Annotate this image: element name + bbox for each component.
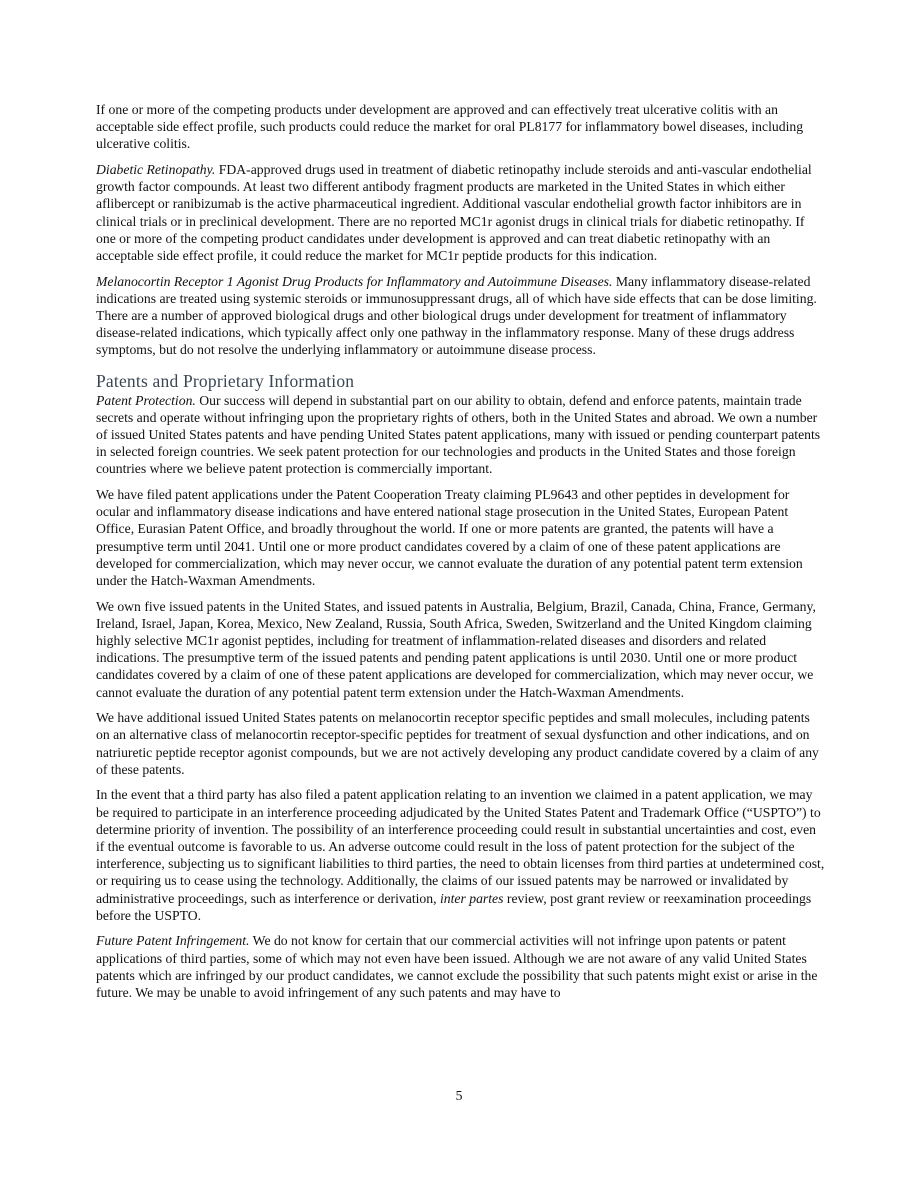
paragraph-lead-italic: Melanocortin Receptor 1 Agonist Drug Products for Inflammatory and Autoimmune Diseases.: [96, 273, 613, 289]
paragraph-future-infringement: [96, 932, 826, 1001]
paragraph-patent-protection: [96, 392, 826, 478]
paragraph-text: If one or more of the competing products under development are approved and can effectively treat ulcerative colitis with an acceptable side effect profile, such products could reduce the market for oral PL8177 for inflammatory bowel diseases, including ulcerative colitis.: [96, 102, 804, 152]
paragraph-interference: [96, 786, 826, 924]
paragraph-lead-italic: Future Patent Infringement.: [96, 933, 250, 949]
paragraph-pct-applications: [96, 486, 826, 589]
paragraph-text: We do not know for certain that our commercial activities will not infringe upon patents or patent applications of third parties, some of which may not even have been issued. Although we are not aware of any valid United States patents which are infringed by our product candidates, we cannot exclude the possibility that such patents might exist or arise in the future. We may be unable to avoid infringement of any such patents and may have to: [96, 933, 818, 1001]
paragraph-text: We own five issued patents in the United States, and issued patents in Australia, Belgium, Brazil, Canada, China, France, Germany, Ireland, Israel, Japan, Korea, Mexico, New Zealand, Russia, South Africa, Sweden, Switzerland and the United Kingdom claiming highly selective MC1r agonist peptides, including for treatment of inflammation-related diseases and disorders and related indications. The presumptive term of the issued patents and pending patent applications is until 2030. Until one or more product candidates covered by a claim of one of these patent applications are developed for commercialization, which may never occur, we cannot evaluate the duration of any potential patent term extension under the Hatch-Waxman Amendments.: [96, 598, 816, 700]
paragraph-text: review, post grant review or reexamination proceedings before the USPTO.: [96, 890, 812, 923]
paragraph-lead-italic: Patent Protection.: [96, 392, 196, 408]
section-heading: Patents and Proprietary Information: [96, 370, 355, 391]
document-body: [96, 101, 826, 1010]
paragraph-text: Our success will depend in substantial part on our ability to obtain, defend and enforce patents, maintain trade secrets and operate without infringing upon the proprietary rights of others, both in the United States and abroad. We own a number of issued United States patents and have pending United States patent applications, many with issued or pending counterpart patents in selected foreign countries. We seek patent protection for our technologies and products in the United States and those foreign countries where we believe patent protection is commercially important.: [96, 392, 821, 477]
paragraph-text: FDA-approved drugs used in treatment of diabetic retinopathy include steroids and anti-vascular endothelial growth factor compounds. At least two different antibody fragment products are marketed in the United States in which either aflibercept or ranibizumab is the active pharmaceutical ingredient. Additional vascular endothelial growth factor inhibitors are in clinical trials or in preclinical development. There are no reported MC1r agonist drugs in clinical trials for diabetic retinopathy. If one or more of the competing product candidates under development is approved and can treat diabetic retinopathy with an acceptable side effect profile, it could reduce the market for MC1r peptide products for this indication.: [96, 162, 812, 264]
paragraph-additional-patents: [96, 709, 826, 778]
page-number: 5: [455, 1088, 463, 1103]
paragraph-mc1r-agonist: [96, 273, 826, 359]
inline-italic: inter partes: [439, 890, 504, 906]
paragraph-diabetic-retinopathy: [96, 161, 826, 264]
paragraph-text: We have additional issued United States patents on melanocortin receptor specific peptides and small molecules, including patents on an alternative class of melanocortin receptor-specific peptides for treatment of sexual dysfunction and other indications, and on natriuretic peptide receptor agonist compounds, but we are not actively developing any product candidate covered by a claim of any of these patents.: [96, 710, 819, 777]
paragraph-lead-italic: Diabetic Retinopathy.: [96, 162, 216, 177]
paragraph-text: Many inflammatory disease-related indications are treated using systemic steroids or immunosuppressant drugs, all of which have side effects that can be dose limiting. There are a number of approved biological drugs and other biological drugs under development for treatment of inflammatory disease-related indications, which typically affect only one pathway in the inflammatory response. Many of these drugs address symptoms, but do not resolve the underlying inflammatory or autoimmune disease process.: [96, 273, 817, 358]
paragraph-text: In the event that a third party has also filed a patent application relating to an invention we claimed in a patent application, we may be required to participate in an interference proceeding adjudicated by the United States Patent and Trademark Office (“USPTO”) to determine priority of invention. The possibility of an interference proceeding could result in substantial uncertainties and cost, even if the eventual outcome is favorable to us. An adverse outcome could result in the loss of patent protection for the subject of the interference, subjecting us to significant liabilities to third parties, the need to obtain licenses from third parties at undetermined cost, or requiring us to cease using the technology. Additionally, the claims of our issued patents may be narrowed or invalidated by administrative proceedings, such as interference or derivation,: [96, 787, 825, 906]
paragraph-issued-patents: [96, 598, 826, 701]
paragraph-text: We have filed patent applications under the Patent Cooperation Treaty claiming PL9643 and other peptides in development for ocular and inflammatory disease indications and have entered national stage prosecution in the United States, European Patent Office, Eurasian Patent Office, and broadly throughout the world. If one or more patents are granted, the patents will have a presumptive term until 2041. Until one or more product candidates covered by a claim of one of these patent applications are developed for commercialization, which may never occur, we cannot evaluate the duration of any potential patent term extension under the Hatch-Waxman Amendments.: [96, 487, 803, 589]
paragraph-ulcerative-colitis: [96, 101, 826, 153]
